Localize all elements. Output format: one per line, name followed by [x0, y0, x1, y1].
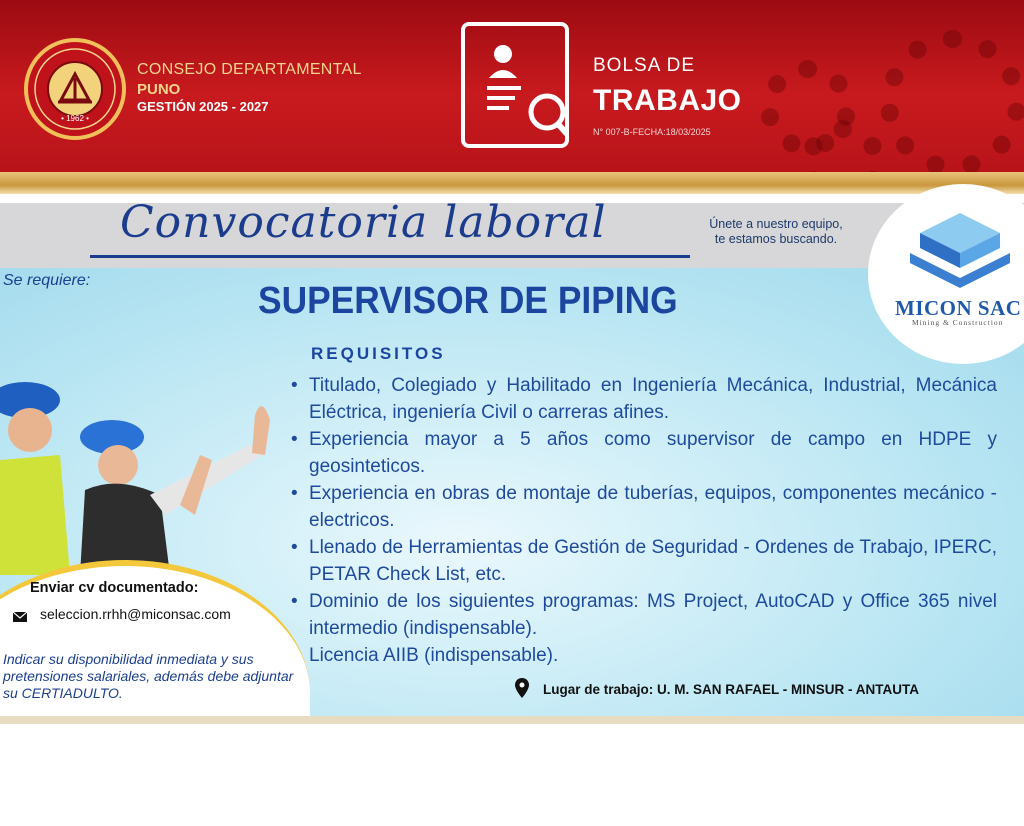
- requirement-item: • Dominio de los siguientes programas: MS Project, AutoCAD y Office 365 nivel intermedio (indispensable).: [289, 588, 997, 642]
- micon-logo-icon: [900, 208, 1020, 298]
- seal-year: • 1962 •: [61, 114, 89, 123]
- bolsa-label: BOLSA DE: [593, 55, 695, 76]
- requirements-list: [289, 372, 997, 669]
- company-subtitle: Mining & Construction: [912, 318, 1004, 327]
- title-underline: [90, 255, 690, 258]
- workers-photo: [0, 375, 290, 575]
- org-region: PUNO: [137, 81, 181, 98]
- requirement-item: • Experiencia en obras de montaje de tuberías, equipos, componentes mecánico - electricos.: [289, 480, 997, 534]
- requisitos-heading: REQUISITOS: [311, 344, 446, 363]
- requirement-item: • Experiencia mayor a 5 años como supervisor de campo en HDPE y geosinteticos.: [289, 426, 997, 480]
- requirement-item: • Llenado de Herramientas de Gestión de Seguridad - Ordenes de Trabajo, IPERC, PETAR Check List, etc.: [289, 534, 997, 588]
- tagline: Únete a nuestro equipo, te estamos buscando.: [709, 217, 843, 246]
- header-banner: [0, 0, 1024, 172]
- org-name: CONSEJO DEPARTAMENTAL: [137, 61, 362, 78]
- bulletin-number: N° 007-B-FECHA:18/03/2025: [593, 127, 711, 137]
- gear-icon: [880, 30, 1024, 172]
- job-title: SUPERVISOR DE PIPING: [258, 280, 678, 322]
- se-requiere-label: Se requiere:: [3, 272, 91, 289]
- org-period: GESTIÓN 2025 - 2027: [137, 99, 269, 114]
- work-location: Lugar de trabajo: U. M. SAN RAFAEL - MINSUR - ANTAUTA: [543, 682, 919, 697]
- requirement-item: • Licencia AIIB (indispensable).: [289, 642, 997, 669]
- gold-divider: [0, 172, 1024, 194]
- job-board-icon: [461, 22, 569, 148]
- mail-icon: [13, 612, 27, 622]
- send-cv-label: Enviar cv documentado:: [30, 580, 199, 596]
- bottom-strip: [0, 716, 1024, 724]
- page-title: Convocatoria laboral: [120, 197, 607, 248]
- college-seal-logo: [24, 38, 126, 140]
- contact-email[interactable]: seleccion.rrhh@miconsac.com: [40, 606, 231, 622]
- company-name: MICON SAC: [895, 296, 1022, 320]
- availability-note: Indicar su disponibilidad inmediata y sus pretensiones salariales, además debe adjuntar su CERTIADULTO.: [3, 651, 294, 701]
- trabajo-label: TRABAJO: [593, 84, 742, 117]
- requirement-item: • Titulado, Colegiado y Habilitado en Ingeniería Mecánica, Industrial, Mecánica Eléctrica, ingeniería Civil o carreras afines.: [289, 372, 997, 426]
- location-pin-icon: [515, 678, 529, 698]
- document-search-icon: [465, 26, 565, 144]
